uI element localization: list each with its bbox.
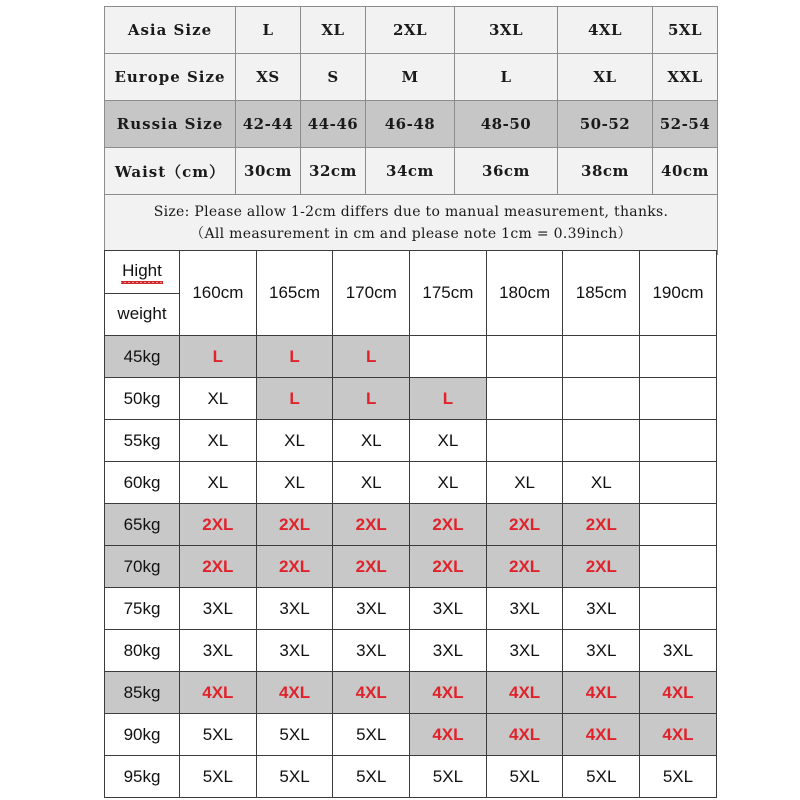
size-cell: 36cm (455, 148, 558, 195)
size-recommendation-cell: 2XL (410, 504, 487, 546)
height-weight-size-table-container (104, 250, 704, 798)
height-weight-row (105, 378, 717, 420)
size-row-label: Asia Size (105, 7, 236, 54)
size-row-label: Russia Size (105, 101, 236, 148)
size-recommendation-cell: XL (180, 462, 257, 504)
size-cell: 3XL (455, 7, 558, 54)
size-cell: 38cm (558, 148, 653, 195)
size-recommendation-cell: XL (333, 462, 410, 504)
size-recommendation-cell: 4XL (486, 714, 563, 756)
size-recommendation-cell: L (410, 378, 487, 420)
height-header-cell: 175cm (410, 251, 487, 336)
size-recommendation-cell: 3XL (563, 630, 640, 672)
size-recommendation-cell: XL (180, 378, 257, 420)
size-recommendation-cell: XL (333, 420, 410, 462)
size-recommendation-cell: 4XL (410, 714, 487, 756)
size-recommendation-cell: 3XL (563, 588, 640, 630)
size-recommendation-cell (640, 588, 717, 630)
size-recommendation-cell (486, 336, 563, 378)
size-recommendation-cell (563, 336, 640, 378)
weight-row-label: 65kg (105, 504, 180, 546)
size-recommendation-cell: 5XL (180, 756, 257, 798)
size-recommendation-cell (640, 462, 717, 504)
size-recommendation-cell: XL (563, 462, 640, 504)
size-recommendation-cell: 4XL (256, 672, 333, 714)
weight-row-label: 50kg (105, 378, 180, 420)
size-recommendation-cell: XL (410, 462, 487, 504)
size-recommendation-cell: XL (486, 462, 563, 504)
height-weight-row (105, 756, 717, 798)
size-recommendation-cell: 5XL (410, 756, 487, 798)
size-cell: 42-44 (236, 101, 301, 148)
size-cell: XS (236, 54, 301, 101)
height-weight-corner-header (105, 251, 180, 336)
height-weight-row (105, 420, 717, 462)
size-table-note-row (105, 195, 718, 255)
size-recommendation-cell: 4XL (486, 672, 563, 714)
size-conversion-table (104, 6, 718, 255)
size-recommendation-cell: L (333, 378, 410, 420)
height-weight-size-table (104, 250, 717, 798)
size-recommendation-cell (486, 378, 563, 420)
size-row-label: Waist（cm） (105, 148, 236, 195)
height-weight-row (105, 672, 717, 714)
size-recommendation-cell: L (333, 336, 410, 378)
height-weight-row (105, 546, 717, 588)
size-recommendation-cell: 3XL (640, 630, 717, 672)
size-cell: XL (301, 7, 366, 54)
size-cell: 30cm (236, 148, 301, 195)
size-cell: 50-52 (558, 101, 653, 148)
size-recommendation-cell: XL (256, 462, 333, 504)
size-recommendation-cell: 3XL (180, 588, 257, 630)
weight-row-label: 90kg (105, 714, 180, 756)
size-recommendation-cell: 2XL (563, 546, 640, 588)
height-weight-row (105, 336, 717, 378)
height-weight-row (105, 630, 717, 672)
size-table-row (105, 101, 718, 148)
size-cell: 34cm (366, 148, 455, 195)
size-recommendation-cell (640, 378, 717, 420)
size-recommendation-cell: 2XL (180, 546, 257, 588)
size-recommendation-cell (410, 336, 487, 378)
size-recommendation-cell: 5XL (180, 714, 257, 756)
height-header-cell: 185cm (563, 251, 640, 336)
weight-axis-label: weight (117, 303, 167, 323)
size-cell: 48-50 (455, 101, 558, 148)
size-recommendation-cell: 5XL (486, 756, 563, 798)
size-recommendation-cell: L (256, 378, 333, 420)
size-cell: S (301, 54, 366, 101)
measurement-note-line-2: （All measurement in cm and please note 1cm = 0.39inch） (190, 225, 632, 242)
weight-row-label: 75kg (105, 588, 180, 630)
size-recommendation-cell: 5XL (256, 756, 333, 798)
weight-row-label: 55kg (105, 420, 180, 462)
size-cell: 2XL (366, 7, 455, 54)
height-weight-row (105, 504, 717, 546)
size-conversion-table-container (104, 6, 711, 255)
size-recommendation-cell: 3XL (333, 630, 410, 672)
height-header-cell: 170cm (333, 251, 410, 336)
height-weight-table-body (105, 251, 717, 798)
size-recommendation-cell: 3XL (486, 630, 563, 672)
size-cell: 4XL (558, 7, 653, 54)
size-recommendation-cell: 4XL (333, 672, 410, 714)
size-table-row (105, 54, 718, 101)
size-recommendation-cell (486, 420, 563, 462)
weight-row-label: 60kg (105, 462, 180, 504)
size-recommendation-cell: 4XL (410, 672, 487, 714)
size-cell: M (366, 54, 455, 101)
height-axis-label-wrap (105, 252, 179, 294)
weight-row-label: 70kg (105, 546, 180, 588)
size-conversion-table-body (105, 7, 718, 255)
measurement-note-line-1: Size: Please allow 1-2cm differs due to manual measurement, thanks. (153, 204, 669, 220)
size-table-row (105, 148, 718, 195)
size-recommendation-cell: 4XL (640, 714, 717, 756)
height-header-cell: 180cm (486, 251, 563, 336)
size-recommendation-cell: 5XL (333, 714, 410, 756)
height-weight-row (105, 714, 717, 756)
size-recommendation-cell: 4XL (563, 672, 640, 714)
size-recommendation-cell: 2XL (563, 504, 640, 546)
height-weight-row (105, 588, 717, 630)
size-recommendation-cell: 2XL (256, 546, 333, 588)
size-recommendation-cell: 2XL (333, 504, 410, 546)
size-recommendation-cell: 2XL (333, 546, 410, 588)
size-recommendation-cell: 2XL (486, 504, 563, 546)
size-recommendation-cell: 4XL (563, 714, 640, 756)
size-cell: L (236, 7, 301, 54)
size-recommendation-cell (563, 378, 640, 420)
weight-row-label: 80kg (105, 630, 180, 672)
size-recommendation-cell: 3XL (256, 630, 333, 672)
size-cell: 40cm (653, 148, 718, 195)
size-recommendation-cell: 4XL (180, 672, 257, 714)
size-cell: XXL (653, 54, 718, 101)
size-recommendation-cell: 5XL (256, 714, 333, 756)
size-recommendation-cell: XL (410, 420, 487, 462)
size-cell: 52-54 (653, 101, 718, 148)
size-recommendation-cell: 2XL (256, 504, 333, 546)
size-recommendation-cell: XL (256, 420, 333, 462)
size-recommendation-cell: 3XL (333, 588, 410, 630)
size-recommendation-cell: L (256, 336, 333, 378)
height-header-cell: 165cm (256, 251, 333, 336)
size-recommendation-cell: 2XL (486, 546, 563, 588)
weight-row-label: 95kg (105, 756, 180, 798)
size-recommendation-cell: 3XL (180, 630, 257, 672)
height-weight-row (105, 462, 717, 504)
size-recommendation-cell: 5XL (563, 756, 640, 798)
size-row-label: Europe Size (105, 54, 236, 101)
size-cell: XL (558, 54, 653, 101)
size-recommendation-cell: 2XL (410, 546, 487, 588)
size-recommendation-cell: 5XL (333, 756, 410, 798)
height-header-cell: 190cm (640, 251, 717, 336)
size-recommendation-cell: 3XL (410, 630, 487, 672)
size-recommendation-cell (640, 546, 717, 588)
size-cell: 46-48 (366, 101, 455, 148)
size-recommendation-cell (640, 504, 717, 546)
size-table-row (105, 7, 718, 54)
size-recommendation-cell (640, 420, 717, 462)
size-recommendation-cell: 2XL (180, 504, 257, 546)
size-recommendation-cell: 3XL (410, 588, 487, 630)
size-cell: 32cm (301, 148, 366, 195)
size-cell: 5XL (653, 7, 718, 54)
size-recommendation-cell (563, 420, 640, 462)
size-recommendation-cell: 3XL (256, 588, 333, 630)
height-header-row (105, 251, 717, 336)
size-cell: 44-46 (301, 101, 366, 148)
size-recommendation-cell: XL (180, 420, 257, 462)
height-axis-label: Hight (122, 261, 162, 283)
measurement-note (105, 195, 718, 255)
size-recommendation-cell: L (180, 336, 257, 378)
size-recommendation-cell: 5XL (640, 756, 717, 798)
height-header-cell: 160cm (180, 251, 257, 336)
weight-row-label: 85kg (105, 672, 180, 714)
weight-row-label: 45kg (105, 336, 180, 378)
size-recommendation-cell: 4XL (640, 672, 717, 714)
size-recommendation-cell (640, 336, 717, 378)
size-recommendation-cell: 3XL (486, 588, 563, 630)
size-cell: L (455, 54, 558, 101)
